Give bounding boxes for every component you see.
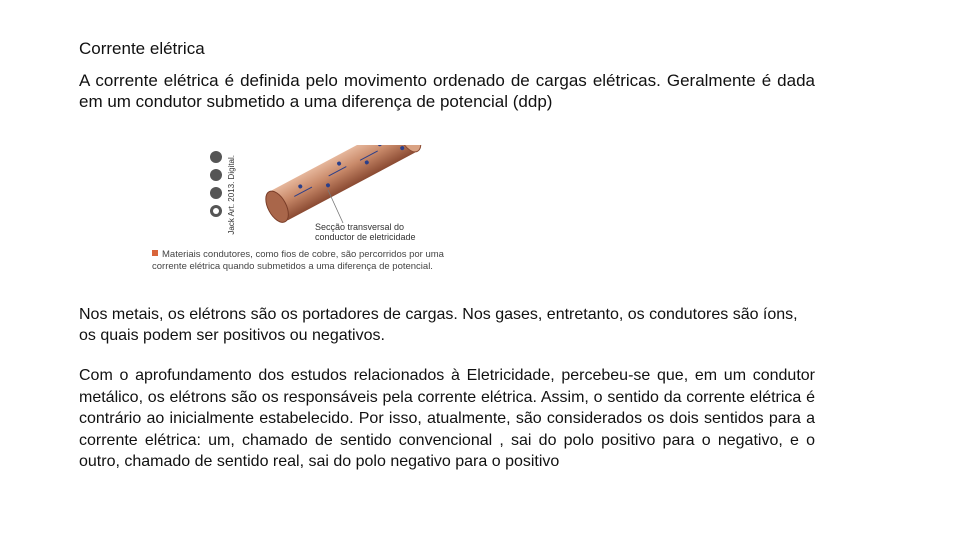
caption-text: Materiais condutores, como fios de cobre, são percorridos por uma corrente elétrica quando submetidos a uma diferença de potencial.: [152, 249, 444, 272]
paragraph-definition: A corrente elétrica é definida pelo movimento ordenado de cargas elétricas. Geralmente é dada em um condutor submetido a uma diferença de potencial (ddp): [79, 71, 815, 111]
image-credit: Jack Art. 2013. Digital.: [227, 155, 236, 235]
caption-bullet-icon: [152, 250, 158, 256]
wire: [261, 145, 425, 226]
callout-label: [315, 222, 416, 242]
copper-wire-illustration: [148, 145, 478, 250]
callout-line-2: conductor de eletricidade: [315, 232, 416, 242]
paragraph-carriers: Nos metais, os elétrons são os portadores de cargas. Nos gases, entretanto, os condutores são íons, os quais podem ser positivos ou negativos.: [79, 306, 798, 344]
callout-line: [328, 190, 343, 223]
paragraph-direction: Com o aprofundamento dos estudos relacionados à Eletricidade, percebeu-se que, em um condutor metálico, os elétrons são os responsáveis pela corrente elétrica. Assim, o sentido da corrente elétrica é contrário ao inicialmente estabelecido. Por isso, atualmente, são considerados os dois sentidos para a corrente elétrica: um, chamado de sentido convencional , sai do polo positivo para o negativo, e o outro, chamado de sentido real, sai do polo negativo para o positivo: [79, 367, 815, 470]
page-title: Corrente elétrica: [79, 39, 205, 58]
figure-caption: [152, 249, 474, 273]
copper-wire-figure: [148, 145, 478, 280]
callout-line-1: Secção transversal do: [315, 222, 405, 232]
license-icons: [210, 151, 222, 217]
